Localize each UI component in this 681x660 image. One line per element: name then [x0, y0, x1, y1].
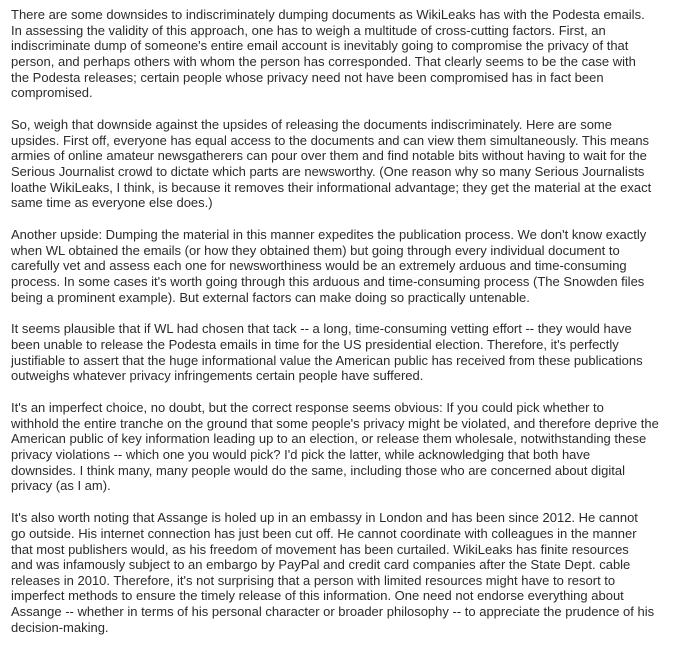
paragraph-imperfect-choice: It's an imperfect choice, no doubt, but the correct response seems obvious: If you could pick whether to withhold the entire tranche on the ground that some people's privacy might be violated, and therefore deprive the American public of key information leading up to an election, or release them wholesale, notwithstanding these privacy violations -- which one you would pick? I'd pick the latter, while acknowledging that both have downsides. I think many, many people would do the same, including those who are concerned about digital privacy (as I am). [11, 400, 659, 494]
paragraph-downsides: There are some downsides to indiscriminately dumping documents as WikiLeaks has with the Podesta emails. In assessing the validity of this approach, one has to weigh a multitude of cross-cutting factors. First, an indiscriminate dump of someone's entire email account is inevitably going to compromise the privacy of that person, and perhaps others with whom the person has corresponded. That clearly seems to be the case with the Podesta releases; certain people whose privacy need not have been compromised has in fact been compromised. [11, 7, 645, 101]
paragraph-election-timing: It seems plausible that if WL had chosen that tack -- a long, time-consuming vetting effort -- they would have been unable to release the Podesta emails in time for the US presidential election. Therefore, it's perfectly justifiable to assert that the huge informational value the American public has received from these publications outweighs whatever privacy infringements certain people have suffered. [11, 321, 643, 384]
paragraph-another-upside: Another upside: Dumping the material in this manner expedites the publication process. We don't know exactly when WL obtained the emails (or how they obtained them) but going through every individual document to carefully vet and assess each one for newsworthiness would be an extremely arduous and time-consuming process. In some cases it's worth going through this arduous and time-consuming process (The Snowden files being a prominent example). But external factors can make doing so practically untenable. [11, 227, 647, 305]
paragraph-upsides: So, weigh that downside against the upsides of releasing the documents indiscriminately. Here are some upsides. First off, everyone has equal access to the documents and can view them simultaneously. This means armies of online amateur newsgatherers can pour over them and find notable bits without having to wait for the Serious Journalist crowd to dictate which parts are newsworthy. (One reason why so many Serious Journalists loathe WikiLeaks, I think, is because it removes their informational advantage; they get the material at the exact same time as everyone else does.) [11, 117, 652, 211]
paragraph-assange-constraints: It's also worth noting that Assange is holed up in an embassy in London and has been since 2012. He cannot go outside. His internet connection has just been cut off. He cannot coordinate with colleagues in the manner that most publishers would, as his freedom of movement has been curtailed. WikiLeaks has finite resources and was infamously subject to an embargo by PayPal and credit card companies after the State Dept. cable releases in 2010. Therefore, it's not surprising that a person with limited resources might have to resort to imperfect methods to ensure the timely release of this information. One need not endorse everything about Assange -- whether in terms of his personal character or broader philosophy -- to appreciate the prudence of his decision-making. [11, 510, 655, 635]
